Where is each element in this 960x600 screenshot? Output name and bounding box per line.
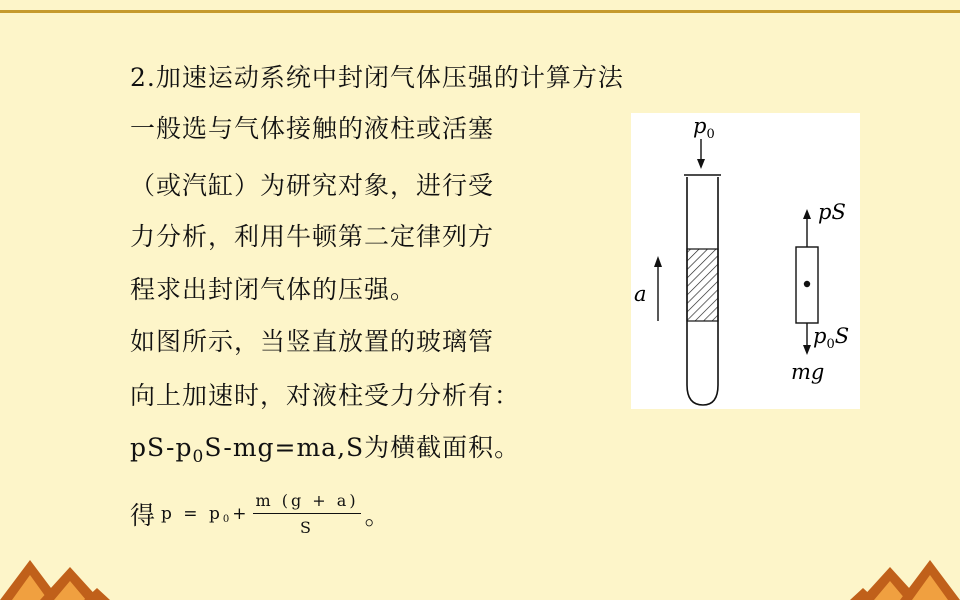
ps-arrow-head bbox=[803, 209, 811, 219]
paragraph-line-5: 如图所示，当竖直放置的玻璃管 bbox=[130, 327, 495, 356]
equation-subscript: 0 bbox=[192, 447, 205, 467]
result-plus: + bbox=[232, 504, 250, 524]
center-dot bbox=[804, 281, 810, 287]
heading: 2.加速运动系统中封闭气体压强的计算方法 bbox=[130, 63, 624, 92]
result-lhs: p = p bbox=[161, 504, 223, 524]
paragraph-line-1: 一般选与气体接触的液柱或活塞 bbox=[130, 114, 495, 143]
test-tube-figure bbox=[631, 113, 860, 409]
label-p0s: $p_0S$ bbox=[813, 324, 850, 352]
paragraph-line-3: 力分析，利用牛顿第二定律列方 bbox=[130, 222, 495, 251]
fraction bbox=[253, 491, 360, 537]
result-expression bbox=[161, 491, 365, 537]
paragraph-line-4: 程求出封闭气体的压强。 bbox=[130, 275, 417, 304]
corner-decoration-right bbox=[850, 555, 960, 600]
equation-part-1: pS-p bbox=[130, 433, 193, 462]
fraction-denominator: S bbox=[300, 518, 314, 537]
top-rule bbox=[0, 10, 960, 13]
force-equation bbox=[130, 428, 520, 468]
result-lhs-subscript: 0 bbox=[222, 513, 230, 525]
result-prefix: 得 bbox=[130, 501, 156, 530]
p0-arrow-head bbox=[697, 159, 705, 169]
acceleration-arrow-head bbox=[654, 256, 662, 267]
liquid-column bbox=[687, 249, 718, 321]
corner-decoration-left bbox=[0, 555, 110, 600]
paragraph-line-2: （或汽缸）为研究对象，进行受 bbox=[130, 171, 495, 200]
result-suffix: 。 bbox=[364, 501, 390, 530]
paragraph-line-6: 向上加速时，对液柱受力分析有： bbox=[130, 381, 521, 410]
label-a: a bbox=[634, 282, 647, 306]
label-ps: pS bbox=[818, 200, 846, 224]
figure-drawing bbox=[631, 113, 860, 409]
label-mg: mg bbox=[791, 360, 825, 384]
result-formula bbox=[130, 484, 390, 544]
fraction-numerator: m (g + a) bbox=[253, 491, 360, 514]
label-p0: $p_0$ bbox=[693, 114, 715, 142]
equation-part-2: S-mg=ma,S为横截面积。 bbox=[204, 433, 521, 462]
down-force-arrow-head bbox=[803, 345, 811, 355]
